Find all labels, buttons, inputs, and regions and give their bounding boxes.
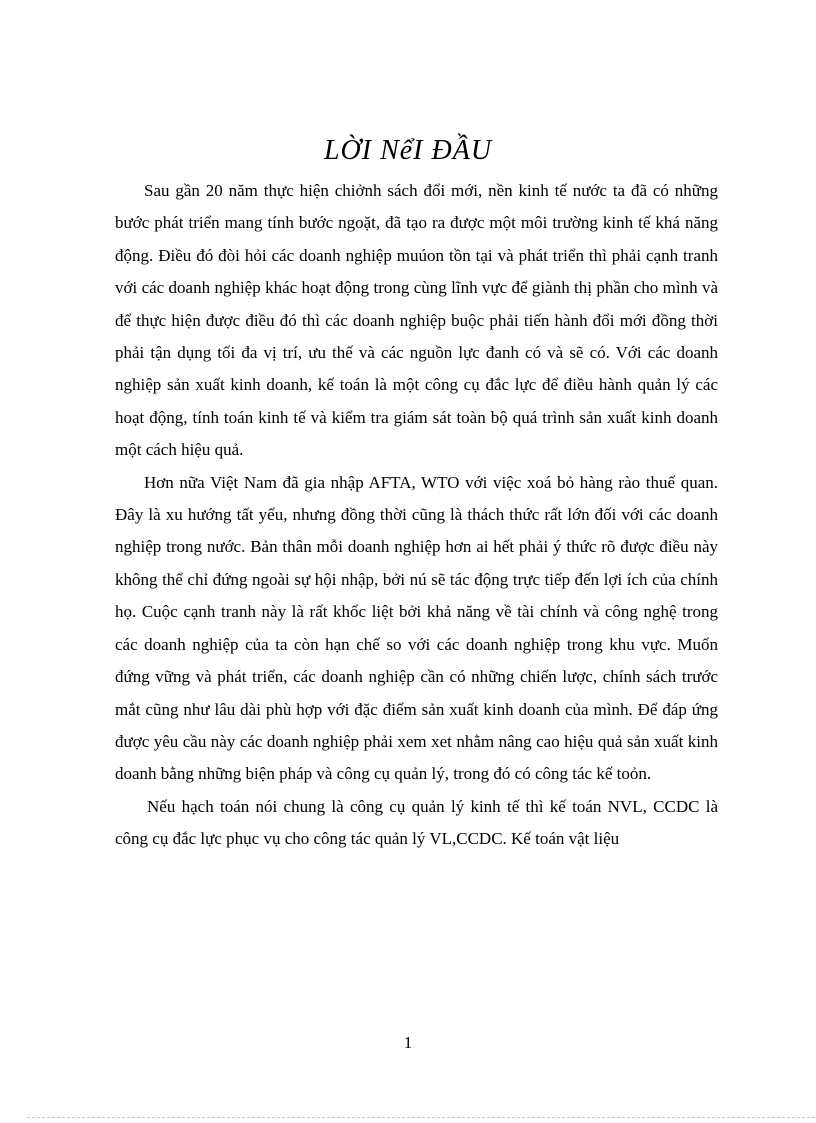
page-number: 1 [403,1033,413,1052]
page-bottom-divider [27,1117,816,1118]
page-title: LỜI NểI ĐẦU [323,135,493,166]
paragraph-2: Hơn nữa Việt Nam đã gia nhập AFTA, WTO với việc xoá bỏ hàng rào thuế quan. Đây là xu hướng tất yếu, nhưng đồng thời cũng là thách thức rất lớn đối với các doanh nghiệp trong nước. Bản thân mỗi doanh nghiệp hơn ai hết phải ý thức rõ được điều này không thể chỉ đứng ngoài sự hội nhập, bởi nú sẽ tác động trực tiếp đến lợi ích của chính họ. Cuộc cạnh tranh này là rất khốc liệt bởi khả năng về tài chính và công nghệ trong các doanh nghiệp của ta còn hạn chế so với các doanh nghiệp trong khu vực. Muốn đứng vững và phát triển, các doanh nghiệp cần có những chiến lược, chính sách trước mắt cũng như lâu dài phù hợp với đặc điểm sản xuất kinh doanh của mình. Để đáp ứng được yêu cầu này các doanh nghiệp phải xem xet nhằm nâng cao hiệu quả sản xuất kinh doanh bằng những biện pháp và công cụ quản lý, trong đó có công tác kế toỏn. [115,472,718,784]
paragraph-1: Sau gần 20 năm thực hiện chiởnh sách đổi mới, nền kinh tế nước ta đã có những bước phát triển mang tính bước ngoặt, đã tạo ra được một môi trường kinh tế khá năng động. Điều đó đòi hỏi các doanh nghiệp muúon tồn tại và phát triển thì phải cạnh tranh với các doanh nghiệp khác hoạt động trong cùng lĩnh vực để giành thị phần cho mình và để thực hiện được điều đó thì các doanh nghiệp buộc phải tiến hành đổi mới đồng thời phải tận dụng tối đa vị trí, ưu thế và các nguồn lực đanh có và sẽ có. Với các doanh nghiệp sản xuất kinh doanh, kế toán là một công cụ đắc lực để điều hành quản lý các hoạt động, tính toán kinh tế và kiểm tra giám sát toàn bộ quá trình sản xuất kinh doanh một cách hiệu quả. [115,181,718,460]
document-body [115,175,718,856]
paragraph-3: Nếu hạch toán nói chung là công cụ quản lý kinh tế thì kế toán NVL, CCDC là công cụ đắc lực phục vụ cho công tác quản lý VL,CCDC. Kế toán vật liệu [115,796,718,849]
